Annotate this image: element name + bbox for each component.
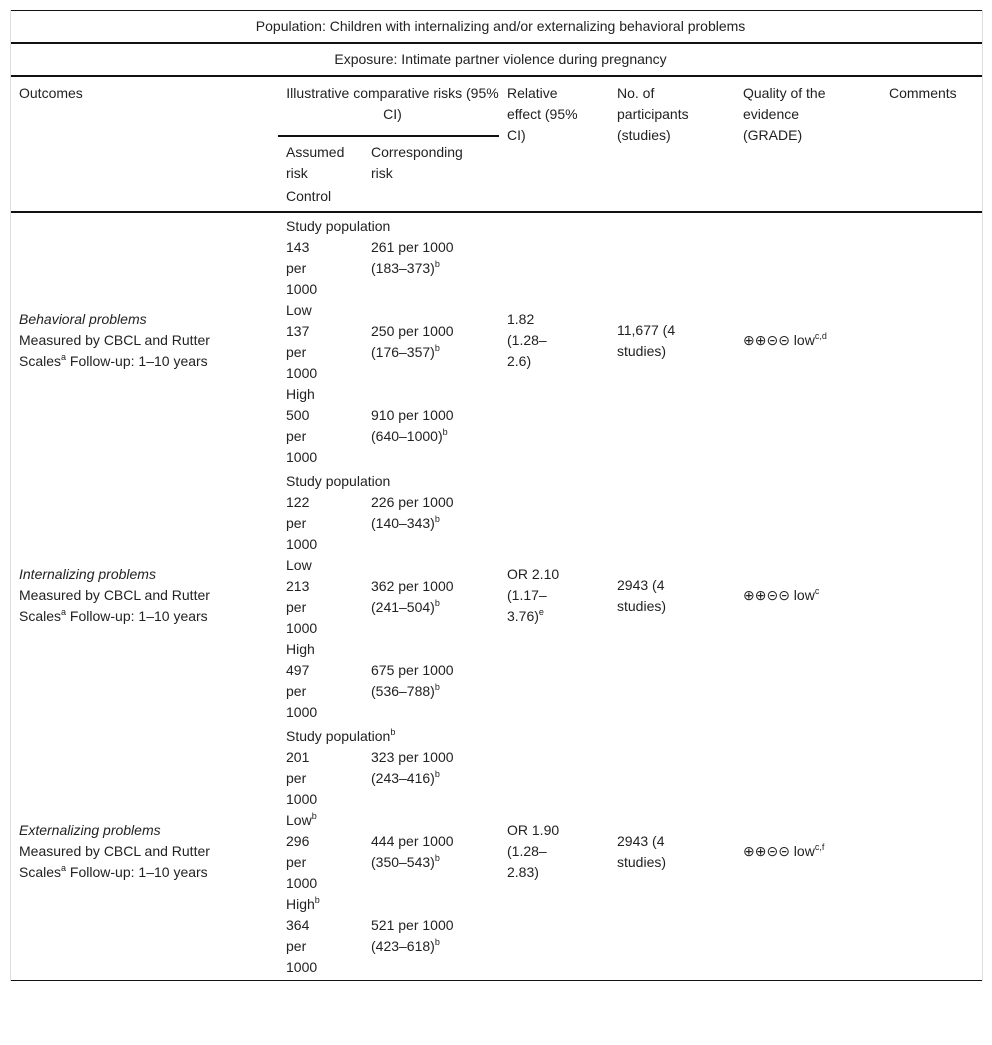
relative-effect: 1.82 (1.28–2.6) (507, 311, 547, 369)
population-text: Population: Children with internalizing and/or externalizing behavioral problems (11, 11, 982, 44)
header-comments: Comments (881, 76, 982, 212)
assumed-risk: 213 per 1000 (286, 578, 318, 636)
assumed-risk: 122 per 1000 (286, 494, 318, 552)
footnote-marker: a (61, 607, 67, 617)
header-participants: No. of participants (studies) (617, 85, 689, 143)
stratum-label-row (11, 468, 982, 492)
outcome-description: Measured by CBCL and Rutter Scales (19, 587, 210, 624)
assumed-risk: 500 per 1000 (286, 407, 318, 465)
stratum-label-row (11, 723, 982, 747)
outcome-description: Measured by CBCL and Rutter Scales (19, 843, 210, 880)
corresponding-risk: 675 per 1000 (536–788) (371, 662, 454, 699)
footnote-marker: b (434, 853, 440, 863)
footnote-marker: a (61, 352, 67, 362)
footnote-marker: b (314, 895, 320, 905)
corresponding-risk: 444 per 1000 (350–543) (371, 833, 454, 870)
assumed-risk: 296 per 1000 (286, 833, 318, 891)
header-illustrative-risks: Illustrative comparative risks (95% CI) (278, 76, 499, 136)
stratum-label: Low (286, 812, 312, 828)
corresponding-risk: 521 per 1000 (423–618) (371, 917, 454, 954)
assumed-risk: 364 per 1000 (286, 917, 318, 975)
header-corresponding-risk: Corresponding risk (371, 144, 463, 181)
corresponding-risk: 910 per 1000 (640–1000) (371, 407, 454, 444)
outcome-title: Behavioral problems (19, 311, 147, 327)
assumed-risk: 143 per 1000 (286, 239, 318, 297)
outcome-followup: Follow-up: 1–10 years (66, 608, 208, 624)
comments-cell (881, 723, 982, 981)
summary-of-findings-table (10, 10, 983, 981)
outcome-cell (19, 564, 244, 627)
population-row (11, 11, 982, 44)
exposure-text: Exposure: Intimate partner violence during pregnancy (11, 43, 982, 76)
footnote-marker: b (434, 514, 440, 524)
footnote-marker: c,f (814, 842, 825, 852)
outcome-title: Internalizing problems (19, 566, 156, 582)
header-row (11, 76, 982, 136)
header-assumed-risk: Assumed risk (286, 144, 345, 181)
stratum-label: Study population (286, 473, 391, 489)
outcome-description: Measured by CBCL and Rutter Scales (19, 332, 210, 369)
footnote-marker: b (442, 427, 448, 437)
header-relative-effect: Relative effect (95% CI) (507, 85, 578, 143)
comments-cell (881, 468, 982, 723)
footnote-marker: c,d (814, 331, 827, 341)
assumed-risk: 201 per 1000 (286, 749, 318, 807)
footnote-marker: b (434, 769, 440, 779)
corresponding-risk: 323 per 1000 (243–416) (371, 749, 454, 786)
quality-rating: ⊕⊕⊝⊝ low (743, 843, 815, 859)
participants: 2943 (4 studies) (617, 576, 667, 614)
footnote-marker: b (311, 811, 317, 821)
exposure-row (11, 43, 982, 76)
footnote-marker: b (434, 259, 440, 269)
stratum-label-row (11, 212, 982, 237)
stratum-label: High (286, 386, 315, 402)
quality-rating: ⊕⊕⊝⊝ low (743, 587, 815, 603)
stratum-label: High (286, 896, 315, 912)
stratum-label: High (286, 641, 315, 657)
assumed-risk: 137 per 1000 (286, 323, 318, 381)
stratum-label: Low (286, 302, 312, 318)
corresponding-risk: 226 per 1000 (140–343) (371, 494, 454, 531)
footnote-marker: b (434, 937, 440, 947)
outcome-followup: Follow-up: 1–10 years (66, 353, 208, 369)
relative-effect: OR 2.10 (1.17–3.76) (507, 566, 560, 624)
footnote-marker: a (61, 863, 67, 873)
participants: 11,677 (4 studies) (617, 321, 676, 359)
footnote-marker: b (434, 682, 440, 692)
outcome-followup: Follow-up: 1–10 years (66, 864, 208, 880)
outcome-cell (19, 309, 244, 372)
stratum-label: Study population (286, 218, 391, 234)
footnote-marker: e (538, 607, 544, 617)
relative-effect: OR 1.90 (1.28–2.83) (507, 822, 560, 880)
corresponding-risk: 362 per 1000 (241–504) (371, 578, 454, 615)
header-outcomes: Outcomes (11, 76, 278, 212)
stratum-label: Low (286, 557, 312, 573)
quality-rating: ⊕⊕⊝⊝ low (743, 332, 815, 348)
stratum-label: Study population (286, 728, 391, 744)
corresponding-risk: 250 per 1000 (176–357) (371, 323, 454, 360)
participants: 2943 (4 studies) (617, 832, 667, 870)
header-quality: Quality of the evidence (GRADE) (743, 85, 826, 143)
footnote-marker: b (434, 343, 440, 353)
assumed-risk: 497 per 1000 (286, 662, 318, 720)
outcome-cell (19, 820, 244, 883)
footnote-marker: b (434, 598, 440, 608)
footnote-marker: c (814, 586, 820, 596)
corresponding-risk: 261 per 1000 (183–373) (371, 239, 454, 276)
comments-cell (881, 212, 982, 468)
outcome-title: Externalizing problems (19, 822, 161, 838)
footnote-marker: b (390, 727, 396, 737)
header-control: Control (286, 188, 332, 204)
